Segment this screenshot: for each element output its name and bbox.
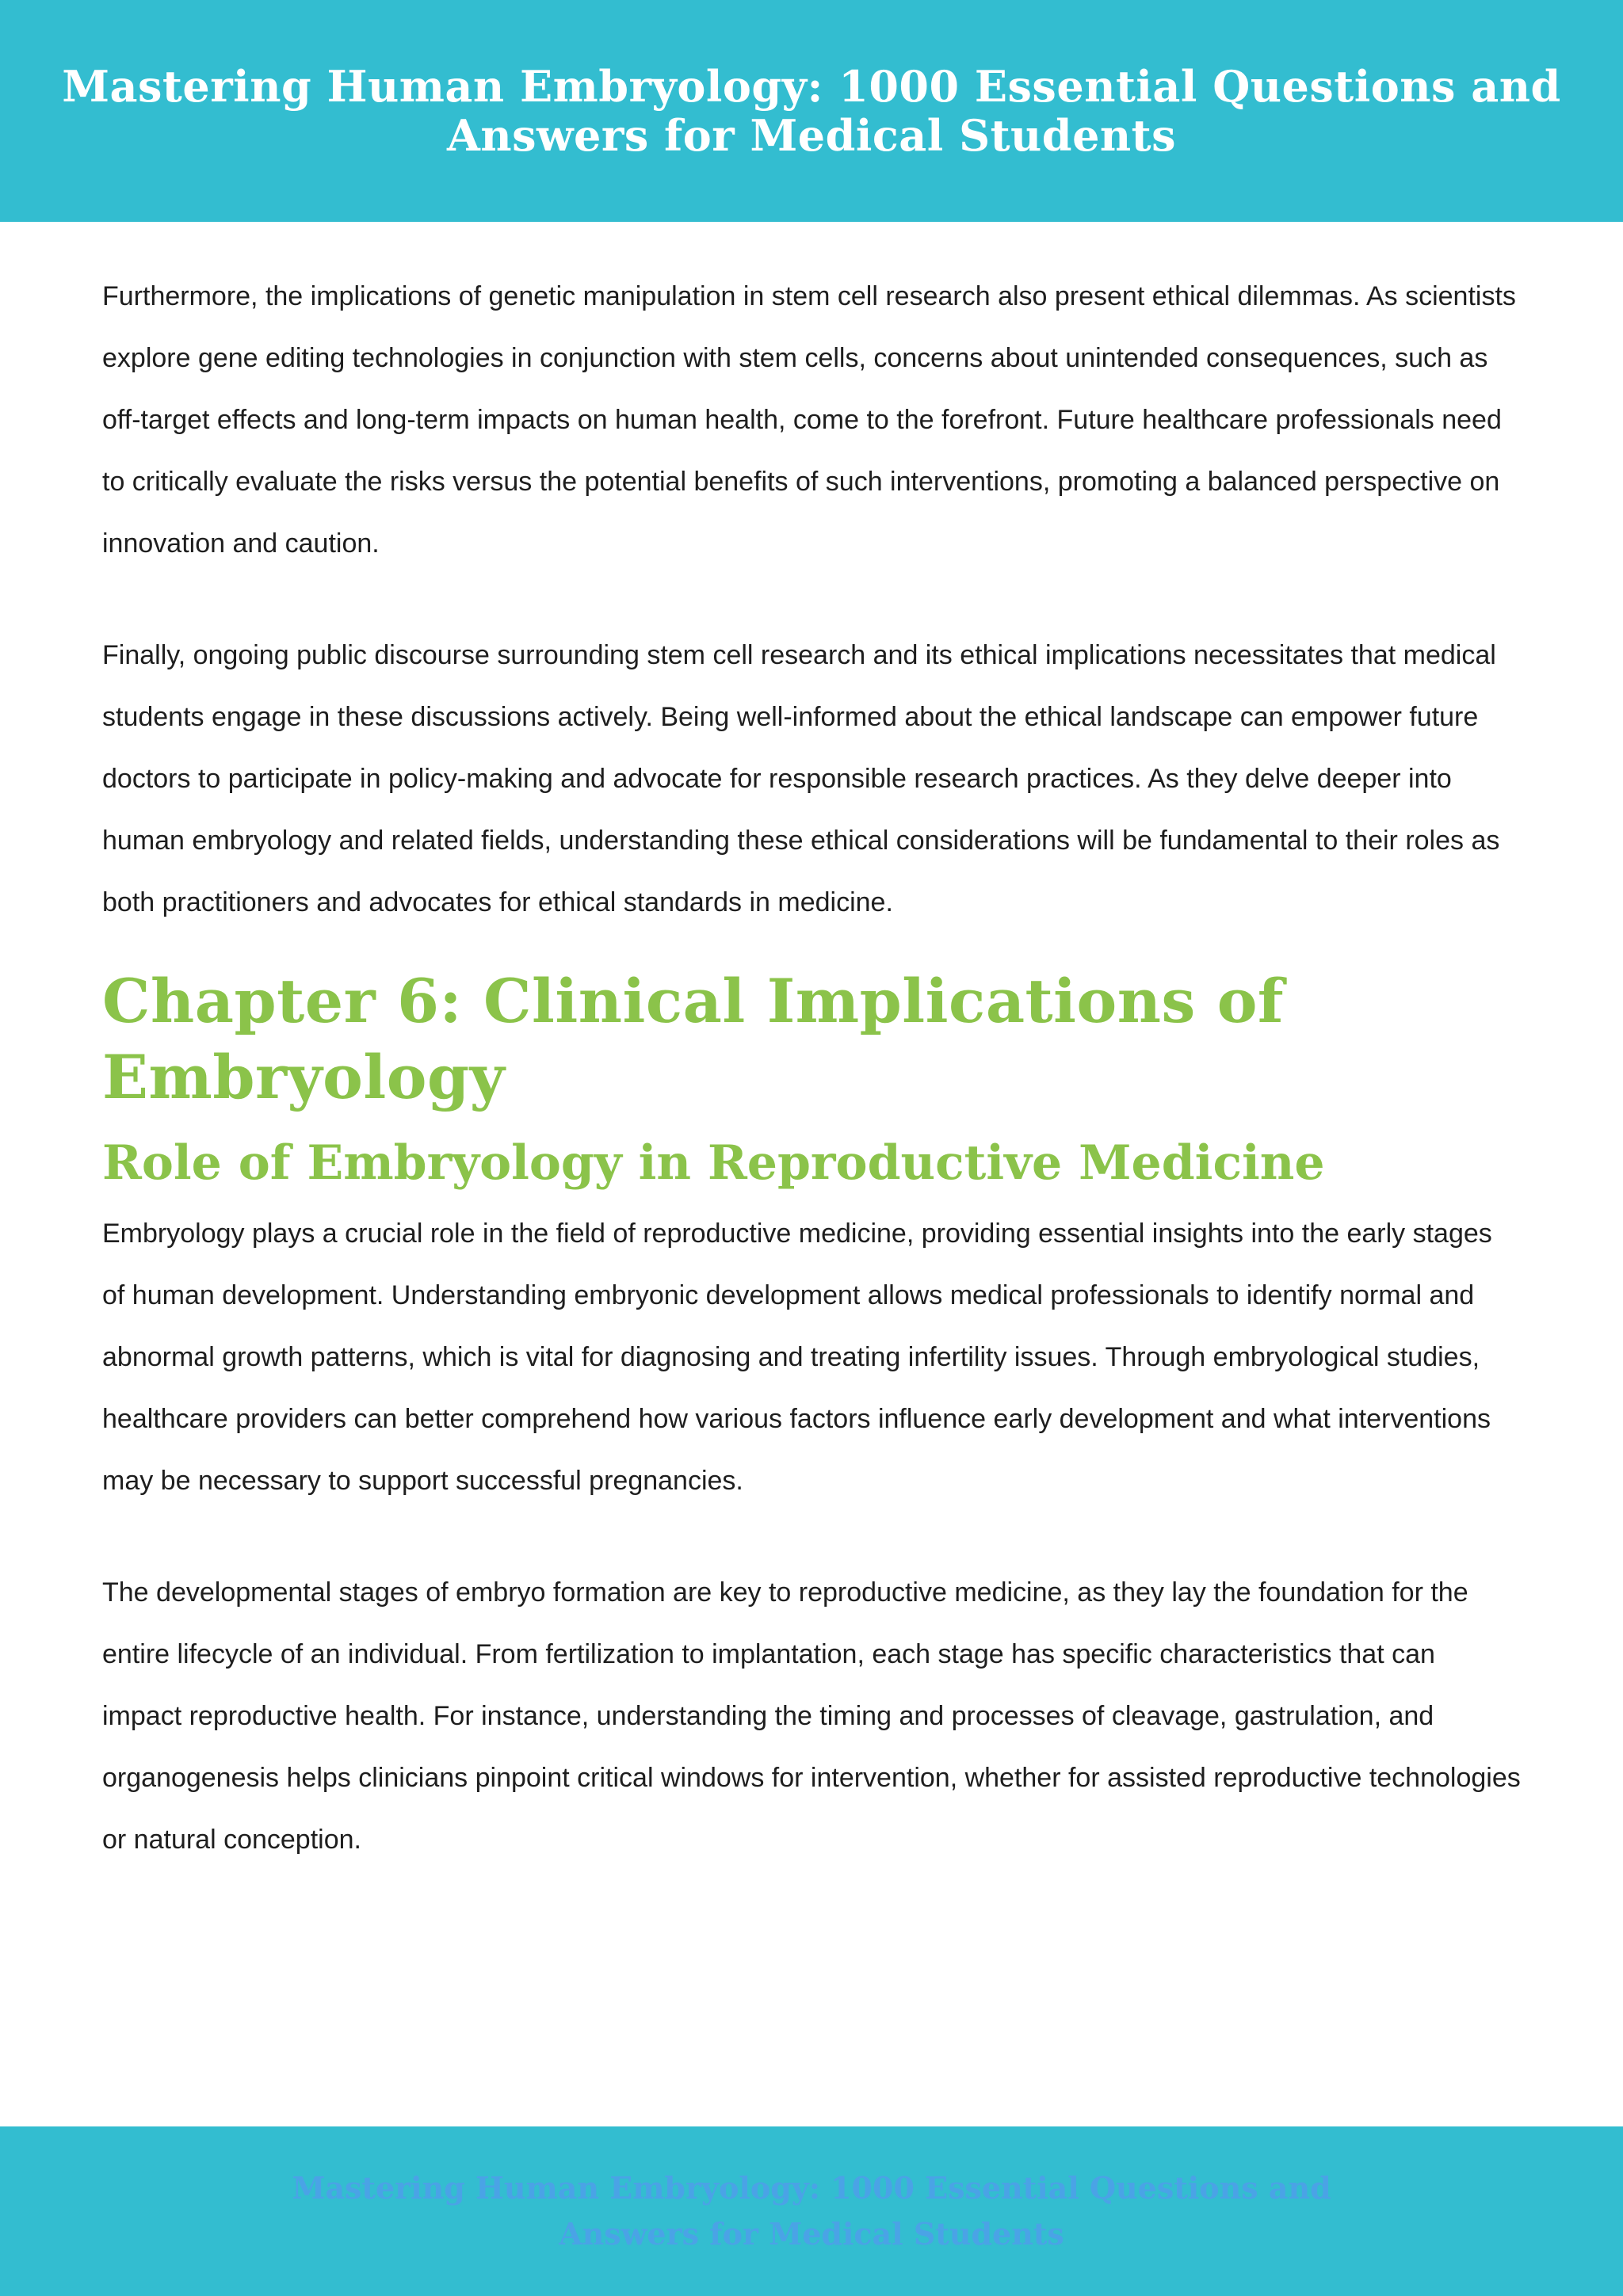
- chapter-title: Chapter 6: Clinical Implications of Embryology: [102, 966, 1285, 1112]
- header-banner: [0, 0, 1623, 222]
- footer-title: Mastering Human Embryology: 1000 Essential Questions and Answers for Medical Students: [292, 2170, 1331, 2252]
- body-paragraph: Embryology plays a crucial role in the field of reproductive medicine, providing essential insights into the early stages of human development. Understanding embryonic development allows medical professionals to identify normal and abnormal growth patterns, which is vital for diagnosing and treating infertility issues. Through embryological studies, healthcare providers can better comprehend how various factors influence early development and what interventions may be necessary to support successful pregnancies.: [102, 1219, 1492, 1496]
- page-content: [102, 265, 1521, 1871]
- body-paragraph: Finally, ongoing public discourse surrounding stem cell research and its ethical implications necessitates that medical students engage in these discussions actively. Being well-informed about the ethical landscape can empower future doctors to participate in policy-making and advocate for responsible research practices. As they delve deeper into human embryology and related fields, understanding these ethical considerations will be fundamental to their roles as both practitioners and advocates for ethical standards in medicine.: [102, 640, 1500, 917]
- book-title: Mastering Human Embryology: 1000 Essential Questions and Answers for Medical Students: [62, 61, 1561, 161]
- body-paragraph: The developmental stages of embryo formation are key to reproductive medicine, as they lay the foundation for the entire lifecycle of an individual. From fertilization to implantation, each stage has specific characteristics that can impact reproductive health. For instance, understanding the timing and processes of cleavage, gastrulation, and organogenesis helps clinicians pinpoint critical windows for intervention, whether for assisted reproductive technologies or natural conception.: [102, 1577, 1521, 1855]
- footer-banner: [0, 2126, 1623, 2296]
- body-paragraph: Furthermore, the implications of genetic manipulation in stem cell research also present ethical dilemmas. As scientists explore gene editing technologies in conjunction with stem cells, concerns about unintended consequences, such as off-target effects and long-term impacts on human health, come to the forefront. Future healthcare professionals need to critically evaluate the risks versus the potential benefits of such interventions, promoting a balanced perspective on innovation and caution.: [102, 281, 1516, 559]
- section-title: Role of Embryology in Reproductive Medicine: [102, 1135, 1325, 1191]
